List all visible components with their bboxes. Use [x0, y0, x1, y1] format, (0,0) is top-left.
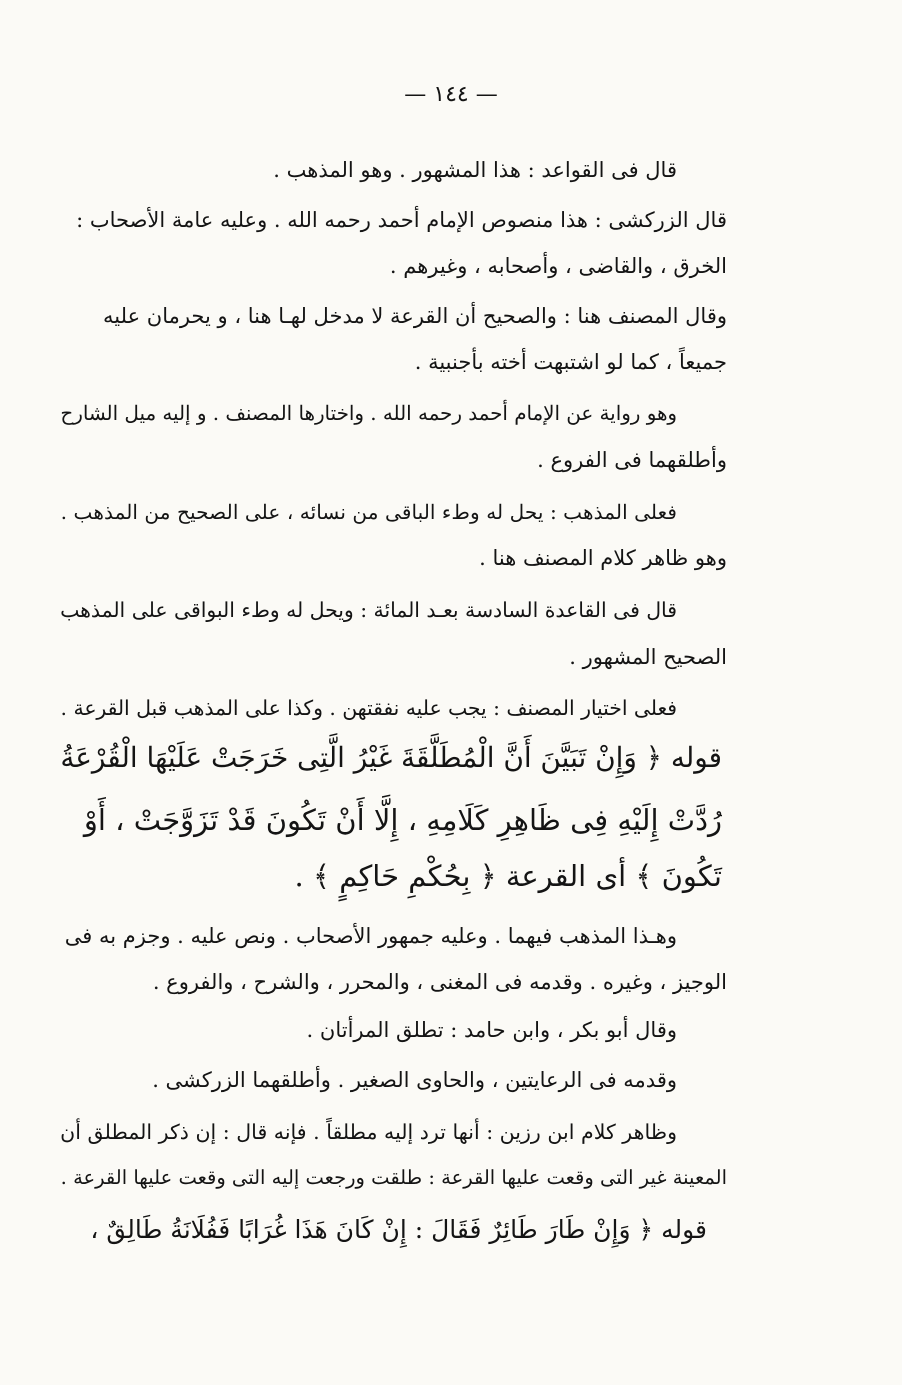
- text-line: جميعاً ، كما لو اشتبهت أخته بأجنبية .: [414, 350, 727, 374]
- text-line: وقال أبو بكر ، وابن حامد : تطلق المرأتان .: [306, 1018, 677, 1042]
- quoted-text-line: قوله ﴿ وَإِنْ طَارَ طَائِرٌ فَقَالَ : إِنْ كَانَ هَذَا غُرَابًا فَفُلَانَةُ طَالِقٌ ،: [90, 1215, 707, 1244]
- text-line: وهو رواية عن الإمام أحمد رحمه الله . واختارها المصنف . و إليه ميل الشارح: [60, 402, 677, 425]
- text-line: قال فى القاعدة السادسة بعـد المائة : ويحل له وطء البواقى على المذهب: [60, 598, 677, 622]
- text-line: فعلى المذهب : يحل له وطء الباقى من نسائه ، على الصحيح من المذهب .: [60, 500, 677, 524]
- text-line: وهـذا المذهب فيهما . وعليه جمهور الأصحاب . ونص عليه . وجزم به فى: [64, 924, 677, 948]
- quoted-text-line: رُدَّتْ إِلَيْهِ فِى ظَاهِرِ كَلَامِهِ ، إِلَّا أَنْ تَكُونَ قَدْ تَزَوَّجَتْ ، أَوْ: [83, 803, 722, 837]
- text-line: الخرق ، والقاضى ، وأصحابه ، وغيرهم .: [389, 254, 727, 278]
- text-line: الوجيز ، وغيره . وقدمه فى المغنى ، والمحرر ، والشرح ، والفروع .: [152, 970, 727, 994]
- quoted-text-line: تَكُونَ ﴾ أى القرعة ﴿ بِحُكْمِ حَاكِمٍ ﴾ .: [294, 859, 722, 893]
- text-line: وقال المصنف هنا : والصحيح أن القرعة لا مدخل لهـا هنا ، و يحرمان عليه: [103, 304, 727, 328]
- text-line: فعلى اختيار المصنف : يجب عليه نفقتهن . وكذا على المذهب قبل القرعة .: [60, 696, 677, 720]
- text-line: وأطلقهما فى الفروع .: [537, 448, 727, 472]
- quoted-text-line: قوله ﴿ وَإِنْ تَبَيَّنَ أَنَّ الْمُطَلَّقَةَ غَيْرُ الَّتِى خَرَجَتْ عَلَيْهَا الْقُرْعَةُ: [60, 741, 722, 774]
- text-line: قال الزركشى : هذا منصوص الإمام أحمد رحمه الله . وعليه عامة الأصحاب :: [76, 208, 727, 232]
- text-line: قال فى القواعد : هذا المشهور . وهو المذهب .: [273, 158, 677, 182]
- text-line: المعينة غير التى وقعت عليها القرعة : طلقت ورجعت إليه التى وقعت عليها القرعة .: [60, 1166, 727, 1189]
- text-line: وظاهر كلام ابن رزين : أنها ترد إليه مطلقاً . فإنه قال : إن ذكر المطلق أن: [60, 1120, 677, 1144]
- text-line: الصحيح المشهور .: [569, 645, 727, 669]
- page-number: — ١٤٤ —: [404, 82, 498, 107]
- text-line: وقدمه فى الرعايتين ، والحاوى الصغير . وأطلقهما الزركشى .: [152, 1068, 677, 1092]
- text-line: وهو ظاهر كلام المصنف هنا .: [479, 546, 727, 570]
